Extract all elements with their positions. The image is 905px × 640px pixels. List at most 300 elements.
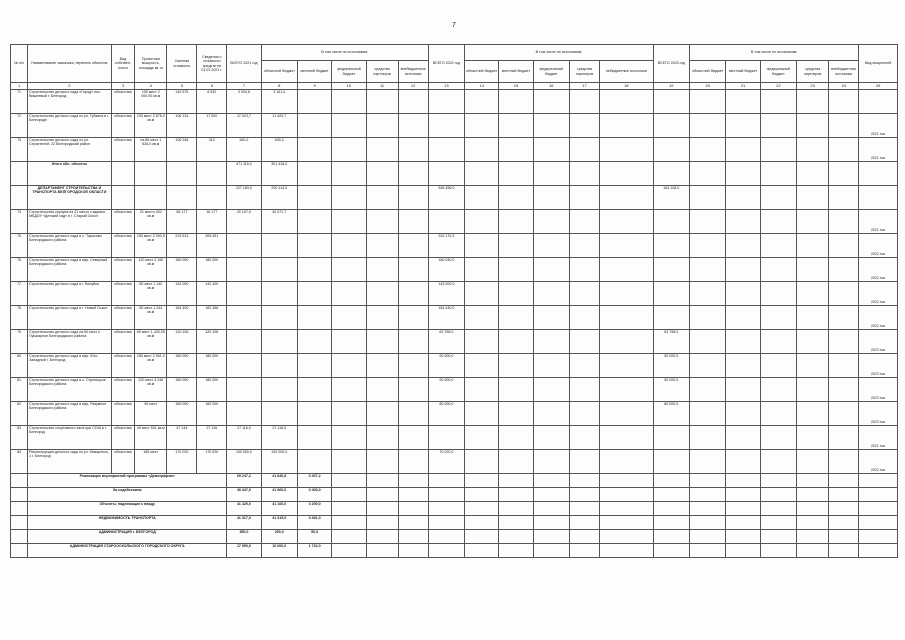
table-cell xyxy=(499,186,533,210)
table-cell xyxy=(760,162,796,186)
table-cell xyxy=(332,516,366,530)
table-cell xyxy=(428,544,464,558)
table-cell xyxy=(760,114,796,138)
table-cell xyxy=(600,186,654,210)
table-cell xyxy=(690,426,726,450)
table-cell: 546 456,0 xyxy=(428,186,464,210)
table-cell xyxy=(261,258,297,282)
table-cell xyxy=(600,544,654,558)
table-cell xyxy=(499,90,533,114)
table-cell xyxy=(297,114,331,138)
table-cell xyxy=(600,502,654,516)
table-cell: 90 000,0 xyxy=(653,378,689,402)
table-cell xyxy=(332,90,366,114)
table-cell xyxy=(797,502,829,516)
table-cell xyxy=(332,258,366,282)
table-cell xyxy=(797,114,829,138)
table-cell xyxy=(465,90,499,114)
table-cell: областная xyxy=(111,450,135,474)
table-cell xyxy=(653,90,689,114)
table-cell xyxy=(570,450,600,474)
table-cell xyxy=(570,258,600,282)
table-cell: 80 000,0 xyxy=(428,402,464,426)
table-cell xyxy=(829,488,859,502)
table-cell xyxy=(829,138,859,162)
table-cell: областная xyxy=(111,210,135,234)
table-cell xyxy=(261,282,297,306)
table-cell xyxy=(760,450,796,474)
table-cell xyxy=(398,516,428,530)
table-cell xyxy=(398,530,428,544)
table-row xyxy=(11,378,898,402)
table-cell xyxy=(366,474,398,488)
table-cell xyxy=(465,488,499,502)
table-cell xyxy=(499,306,533,330)
table-cell xyxy=(465,402,499,426)
table-cell xyxy=(690,210,726,234)
table-cell: 471 115,0 xyxy=(227,162,261,186)
table-cell xyxy=(760,138,796,162)
table-cell: 82 xyxy=(11,402,28,426)
table-cell xyxy=(726,306,760,330)
table-cell xyxy=(760,186,796,210)
table-cell: 160 000 xyxy=(167,402,197,426)
table-cell xyxy=(428,138,464,162)
table-cell: 63 758,0 xyxy=(653,330,689,354)
table-cell xyxy=(11,488,28,502)
h-type: Вид собствен-ности xyxy=(111,45,135,83)
table-cell xyxy=(600,530,654,544)
table-row xyxy=(11,138,898,162)
table-cell xyxy=(428,516,464,530)
table-cell xyxy=(398,474,428,488)
table-cell: 200 114,0 xyxy=(261,186,297,210)
table-cell xyxy=(366,234,398,258)
table-cell xyxy=(829,354,859,378)
table-cell xyxy=(797,90,829,114)
table-cell xyxy=(297,282,331,306)
table-cell xyxy=(570,306,600,330)
column-number: 19 xyxy=(653,83,689,90)
table-cell: 100 000,0 xyxy=(227,450,261,474)
table-cell: Строительство детского сада в с. Стрелецкое Белгородского района xyxy=(28,378,112,402)
table-cell xyxy=(332,330,366,354)
table-cell: 143 000 xyxy=(167,282,197,306)
table-cell: 17 950,0 xyxy=(227,544,261,558)
column-number: 10 xyxy=(332,83,366,90)
table-cell xyxy=(533,426,569,450)
table-cell xyxy=(829,162,859,186)
h-src-mest: местный бюджет xyxy=(297,61,331,83)
table-cell xyxy=(760,234,796,258)
table-cell: 2021 тыс xyxy=(859,210,898,234)
table-cell xyxy=(167,186,197,210)
column-number: 21 xyxy=(726,83,760,90)
table-cell xyxy=(570,502,600,516)
table-cell: 71 xyxy=(11,90,28,114)
table-cell xyxy=(398,282,428,306)
table-cell xyxy=(465,544,499,558)
table-row xyxy=(11,162,898,186)
table-cell: 74 xyxy=(11,210,28,234)
table-cell xyxy=(398,402,428,426)
table-cell xyxy=(726,402,760,426)
table-cell xyxy=(690,282,726,306)
table-cell xyxy=(690,516,726,530)
table-cell xyxy=(570,402,600,426)
table-cell xyxy=(600,402,654,426)
table-cell xyxy=(398,306,428,330)
column-number: 20 xyxy=(690,83,726,90)
table-cell: 106 248 xyxy=(167,138,197,162)
table-cell xyxy=(499,450,533,474)
table-cell: 78 xyxy=(11,306,28,330)
h-src-fed: федеральный бюджет xyxy=(332,61,366,83)
table-cell xyxy=(760,282,796,306)
table-cell xyxy=(11,530,28,544)
table-row xyxy=(11,186,898,210)
table-cell: областная xyxy=(111,258,135,282)
table-body xyxy=(11,90,898,558)
table-cell xyxy=(690,502,726,516)
table-cell xyxy=(829,90,859,114)
table-cell: 11 420,7 xyxy=(261,114,297,138)
table-cell xyxy=(797,138,829,162)
column-number: 3 xyxy=(111,83,135,90)
table-cell xyxy=(297,450,331,474)
table-cell xyxy=(332,234,366,258)
table-cell: 41 315,0 xyxy=(261,516,297,530)
table-cell xyxy=(859,162,898,186)
table-cell xyxy=(533,282,569,306)
table-cell xyxy=(428,162,464,186)
table-cell xyxy=(653,516,689,530)
table-cell xyxy=(11,502,28,516)
table-cell: 540,2 xyxy=(227,138,261,162)
table-cell: 2022 тыс xyxy=(859,450,898,474)
table-cell xyxy=(261,330,297,354)
table-cell: 3 200,0 xyxy=(297,502,331,516)
table-cell: 190 мест 2 876,0 кв.м xyxy=(135,114,167,138)
table-cell: 143 000,0 xyxy=(428,282,464,306)
table-cell xyxy=(726,90,760,114)
table-cell xyxy=(690,138,726,162)
table-cell xyxy=(297,354,331,378)
table-cell: областная xyxy=(111,234,135,258)
table-cell: 170 020 xyxy=(167,450,197,474)
table-cell xyxy=(760,530,796,544)
table-cell xyxy=(570,516,600,530)
table-cell: 21 место 302 кв.м xyxy=(135,210,167,234)
table-cell: 83 xyxy=(11,426,28,450)
table-cell: 2022 тыс xyxy=(859,234,898,258)
table-cell xyxy=(570,186,600,210)
table-cell: 70 020,0 xyxy=(428,450,464,474)
table-cell xyxy=(465,282,499,306)
column-number: 4 xyxy=(135,83,167,90)
table-cell xyxy=(465,258,499,282)
table-cell xyxy=(465,426,499,450)
table-cell xyxy=(332,186,366,210)
table-cell xyxy=(366,354,398,378)
table-cell xyxy=(829,306,859,330)
column-number: 13 xyxy=(428,83,464,90)
h-src-mest-3: местный бюджет xyxy=(726,61,760,83)
table-cell: 2022 тыс xyxy=(859,306,898,330)
table-cell: 41 160,0 xyxy=(261,502,297,516)
table-cell: 3 161,0 xyxy=(261,90,297,114)
table-cell: 41 960,0 xyxy=(261,488,297,502)
table-cell xyxy=(366,258,398,282)
table-cell xyxy=(366,306,398,330)
h-cost: Сметная стоимость xyxy=(167,45,197,83)
table-cell xyxy=(465,306,499,330)
table-cell: 2022 тыс xyxy=(859,282,898,306)
table-cell xyxy=(726,330,760,354)
table-cell xyxy=(167,162,197,186)
table-cell xyxy=(332,306,366,330)
table-cell xyxy=(760,90,796,114)
table-cell: 250,0 xyxy=(261,530,297,544)
table-cell xyxy=(366,426,398,450)
table-cell xyxy=(499,402,533,426)
table-cell xyxy=(398,488,428,502)
table-cell xyxy=(690,186,726,210)
table-cell: Строительство детского сада в с. Тарасово Белгородского района xyxy=(28,234,112,258)
table-cell: на 66 мест 1 626,0 кв.м xyxy=(135,138,167,162)
table-cell xyxy=(690,378,726,402)
table-cell xyxy=(366,90,398,114)
table-cell xyxy=(760,426,796,450)
table-cell xyxy=(797,516,829,530)
table-cell xyxy=(332,282,366,306)
table-cell xyxy=(726,186,760,210)
table-cell xyxy=(533,162,569,186)
table-cell: 140 575 xyxy=(167,90,197,114)
table-cell: 2023 тыс xyxy=(859,378,898,402)
table-cell xyxy=(499,354,533,378)
table-cell: 47 144 xyxy=(167,426,197,450)
table-cell: 40 447,0 xyxy=(227,488,261,502)
table-cell xyxy=(366,402,398,426)
table-cell xyxy=(465,210,499,234)
table-cell xyxy=(829,186,859,210)
table-cell xyxy=(570,330,600,354)
table-cell xyxy=(261,234,297,258)
column-number: 12 xyxy=(398,83,428,90)
table-cell xyxy=(600,138,654,162)
table-cell: 80 мест 1 140 кв.м xyxy=(135,282,167,306)
table-cell xyxy=(760,488,796,502)
column-number: 17 xyxy=(570,83,600,90)
table-cell xyxy=(760,516,796,530)
column-number: 22 xyxy=(760,83,796,90)
table-cell xyxy=(797,186,829,210)
table-cell xyxy=(726,426,760,450)
table-cell xyxy=(797,402,829,426)
table-cell: 301 418,0 xyxy=(261,162,297,186)
table-cell xyxy=(570,544,600,558)
table-cell xyxy=(600,234,654,258)
table-cell xyxy=(690,162,726,186)
h-name: Наименование заказчика, перечень объектов xyxy=(28,45,112,83)
table-cell xyxy=(829,502,859,516)
column-number: 11 xyxy=(366,83,398,90)
table-cell xyxy=(428,474,464,488)
table-cell xyxy=(570,210,600,234)
table-cell: 120 106 xyxy=(167,330,197,354)
table-cell: 3 400,0 xyxy=(297,488,331,502)
table-cell xyxy=(297,258,331,282)
table-cell xyxy=(11,162,28,186)
h-total-2023: ВСЕГО 2023 год xyxy=(653,45,689,83)
table-row xyxy=(11,306,898,330)
table-cell xyxy=(600,330,654,354)
table-cell xyxy=(829,544,859,558)
table-cell xyxy=(690,306,726,330)
table-cell xyxy=(499,426,533,450)
table-cell: 180 000 xyxy=(167,258,197,282)
table-cell xyxy=(499,114,533,138)
table-cell: 100 000,0 xyxy=(261,450,297,474)
table-cell xyxy=(332,544,366,558)
table-cell xyxy=(760,210,796,234)
table-cell: 180 000 xyxy=(197,354,227,378)
table-cell xyxy=(398,162,428,186)
table-cell xyxy=(297,306,331,330)
table-cell: 120 106 xyxy=(197,330,227,354)
table-cell xyxy=(829,474,859,488)
table-cell: 79 xyxy=(11,330,28,354)
table-cell xyxy=(726,234,760,258)
table-cell: 16 177 xyxy=(197,210,227,234)
table-cell xyxy=(726,354,760,378)
table-cell xyxy=(797,530,829,544)
column-number: 14 xyxy=(465,83,499,90)
table-cell xyxy=(600,162,654,186)
h-group-2023: В том числе по источникам: xyxy=(690,45,859,61)
table-cell xyxy=(465,114,499,138)
table-cell: 180 000 xyxy=(197,378,227,402)
table-cell xyxy=(366,162,398,186)
table-cell xyxy=(227,234,261,258)
table-cell xyxy=(600,426,654,450)
table-cell xyxy=(600,282,654,306)
column-number: 15 xyxy=(499,83,533,90)
h-financed: Сведения о стоимости средств на 01.01.2021 г. xyxy=(197,45,227,83)
table-cell xyxy=(600,210,654,234)
table-cell xyxy=(829,530,859,544)
table-cell xyxy=(726,450,760,474)
table-cell: 180 000 xyxy=(197,258,227,282)
h-total-2022: ВСЕГО 2022 год xyxy=(428,45,464,83)
table-cell: 227 183,0 xyxy=(227,186,261,210)
table-cell xyxy=(829,330,859,354)
table-cell xyxy=(829,402,859,426)
column-number: 23 xyxy=(797,83,829,90)
table-cell xyxy=(227,282,261,306)
h-src-mest-2: местный бюджет xyxy=(499,61,533,83)
table-row xyxy=(11,426,898,450)
table-cell: АДМИНИСТРАЦИЯ г. БЕЛГОРОД xyxy=(28,530,227,544)
table-cell xyxy=(297,162,331,186)
table-cell: Строительство детского сада по ул. Губкина в г. Белгороде xyxy=(28,114,112,138)
table-cell: 63 758,0 xyxy=(428,330,464,354)
table-cell xyxy=(653,114,689,138)
table-cell xyxy=(465,502,499,516)
table-cell xyxy=(690,234,726,258)
table-cell xyxy=(653,210,689,234)
table-cell: 180 000 xyxy=(167,354,197,378)
table-cell: областная xyxy=(111,282,135,306)
table-cell xyxy=(570,234,600,258)
table-cell xyxy=(297,330,331,354)
table-cell xyxy=(499,502,533,516)
table-row xyxy=(11,330,898,354)
table-cell xyxy=(829,210,859,234)
table-cell xyxy=(366,378,398,402)
table-row xyxy=(11,282,898,306)
table-cell xyxy=(499,162,533,186)
summary-row xyxy=(11,544,898,558)
column-number-row xyxy=(11,83,898,90)
page-number: 7 xyxy=(452,22,456,29)
table-cell xyxy=(398,330,428,354)
table-cell: 41 317,0 xyxy=(227,516,261,530)
table-cell xyxy=(760,354,796,378)
table-cell xyxy=(297,378,331,402)
table-cell xyxy=(533,186,569,210)
table-cell xyxy=(465,378,499,402)
table-cell: Строительство детского сада «Город» пос. Вишневый г. Белгород xyxy=(28,90,112,114)
table-cell xyxy=(829,450,859,474)
table-cell xyxy=(533,530,569,544)
h-total-2021: ВСЕГО 2021 год xyxy=(227,45,261,83)
table-cell: 350,0 xyxy=(227,530,261,544)
column-number: 9 xyxy=(297,83,331,90)
table-cell xyxy=(499,258,533,282)
table-cell xyxy=(690,488,726,502)
table-cell xyxy=(465,474,499,488)
table-cell: 2023 тыс xyxy=(859,330,898,354)
table-cell xyxy=(797,474,829,488)
column-number: 2 xyxy=(28,83,112,90)
table-cell xyxy=(366,530,398,544)
table-cell xyxy=(570,378,600,402)
table-cell xyxy=(499,282,533,306)
table-cell xyxy=(11,516,28,530)
table-cell: 40 мест 531 кв.м xyxy=(135,426,167,450)
table-cell xyxy=(398,544,428,558)
table-cell xyxy=(653,282,689,306)
table-cell xyxy=(111,162,135,186)
table-cell xyxy=(726,516,760,530)
table-cell xyxy=(261,402,297,426)
table-cell xyxy=(760,306,796,330)
table-cell xyxy=(690,330,726,354)
table-cell xyxy=(366,210,398,234)
table-cell xyxy=(499,330,533,354)
h-src-obl-3: областной бюджет xyxy=(690,61,726,83)
table-cell: 80 xyxy=(11,354,28,378)
table-row xyxy=(11,210,898,234)
table-cell: областная xyxy=(111,114,135,138)
column-number: 6 xyxy=(197,83,227,90)
table-cell: 17 000 xyxy=(197,114,227,138)
table-cell xyxy=(653,138,689,162)
table-cell xyxy=(653,306,689,330)
table-cell xyxy=(726,502,760,516)
